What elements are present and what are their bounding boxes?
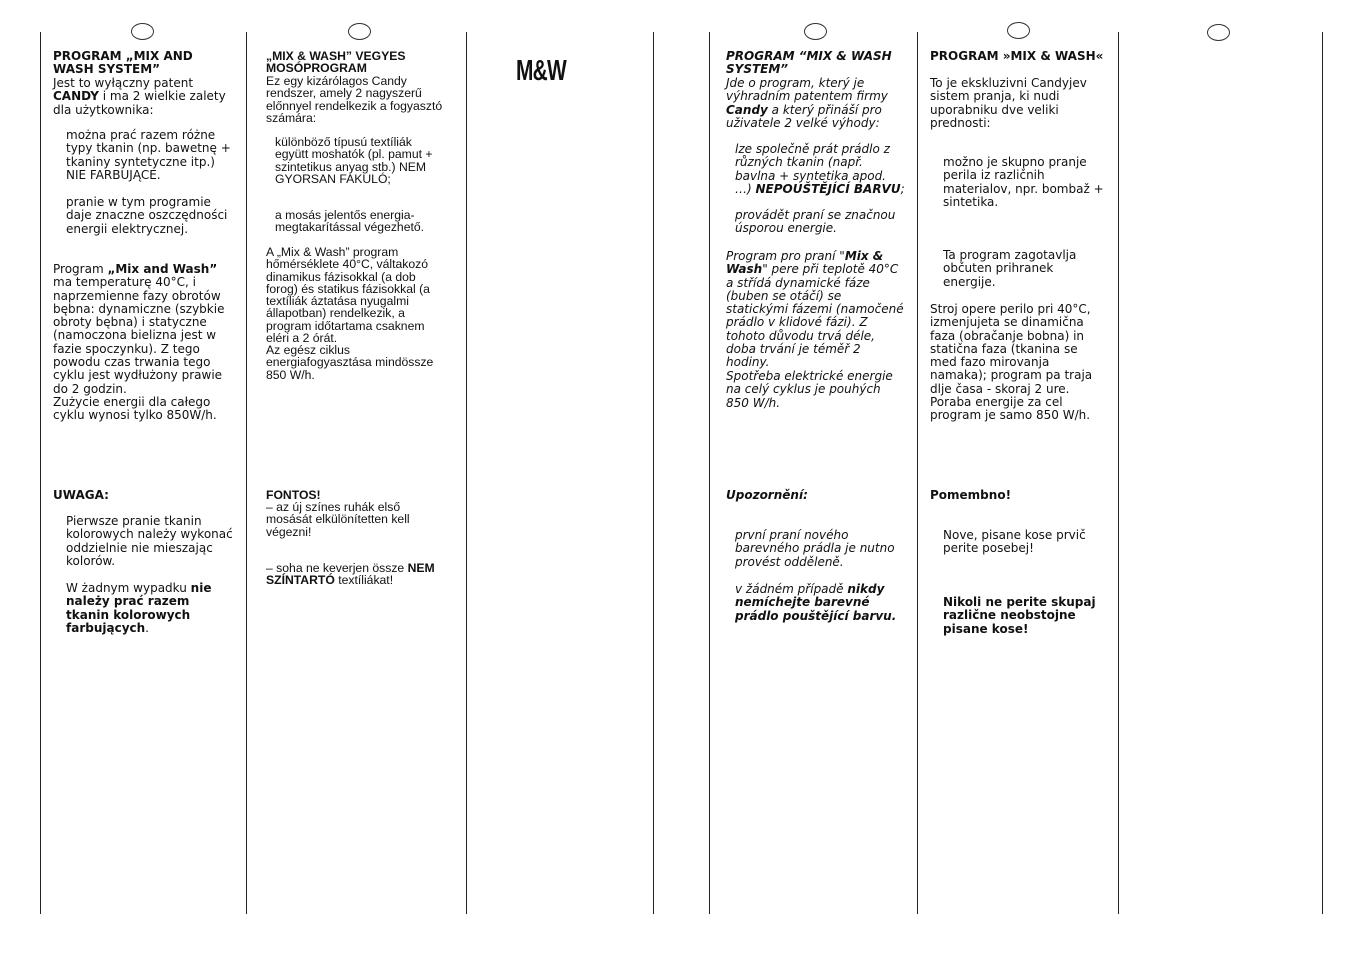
column-divider [709, 32, 710, 914]
column-slovenian [930, 50, 1106, 650]
language-oval-pl [131, 23, 154, 40]
hu-warning-title: FONTOS! [266, 488, 321, 502]
sl-bullet-1: možno je skupno pranje perila iz različnih materialov, npr. bombaž + sintetika. [943, 155, 1104, 209]
pl-description: Program „Mix and Wash” ma temperaturę 40°C, i naprzemienne fazy obrotów bębna: dynamiczne (szybkie obroty bębna) i statyczne (namoczona bielizna jest w fazie spoczynku). Z tego powodu czas trwania tego cyklu jest wydłużony prawie do 2 godzin. [53, 262, 225, 396]
pl-warning-1: Pierwsze pranie tkanin kolorowych należy wykonać oddzielnie nie mieszając kolorów. [66, 514, 233, 568]
hu-intro: Ez egy kizárólagos Candy rendszer, amely 2 nagyszerű előnnyel rendelkezik a fogyasztó számára: [266, 74, 443, 125]
hu-warning-2: – soha ne keverjen össze NEM SZÍNTARTÓ textíliákat! [266, 561, 435, 588]
cz-bullet-1: lze společně prát prádlo z různých tkanin (např. bavlna + syntetika apod. …) NEPOUŠTĚJÍCÍ BARVU; [735, 142, 905, 196]
language-oval-hu [348, 23, 371, 40]
pl-warning-title: UWAGA: [53, 488, 109, 502]
hu-description: A „Mix & Wash” program hőmérséklete 40°C, váltakozó dinamikus fázisokkal (a dob forog) és statikus fázisokkal (a textíliák áztatása nyugalmi állapotban) rendelkezik, a program időtartama csaknem eléri a 2 órát. [266, 245, 430, 346]
mix-wash-logo: M&W [516, 55, 567, 87]
pl-bullet-1: można prać razem różne typy tkanin (np. bawetnę + tkaniny syntetyczne itp.) NIE FARBUJĄCE. [66, 128, 231, 182]
pl-intro: Jest to wyłączny patent CANDY i ma 2 wielkie zalety dla użytkownika: [53, 76, 226, 117]
language-oval-cz [804, 23, 827, 40]
sl-bullet-2: Ta program zagotavlja občuten prihranek energije. [943, 248, 1077, 289]
pl-warning-2: W żadnym wypadku nie należy prać razem tkanin kolorowych farbujących. [66, 581, 212, 635]
sl-warning-title: Pomembno! [930, 488, 1012, 502]
sl-warning-1: Nove, pisane kose prvič perite posebej! [943, 528, 1086, 556]
sl-title: PROGRAM »MIX & WASH« [930, 49, 1104, 63]
cz-energy: Spotřeba elektrické energie na celý cyklus je pouhých 850 W/h. [726, 369, 893, 410]
hu-bullet-1: különböző típusú textíliák együtt moshatók (pl. pamut + szintetikus anyag stb.) NEM GYORSAN FAKULÓ; [275, 135, 433, 186]
column-czech [726, 50, 906, 630]
column-divider [40, 32, 41, 914]
column-divider [246, 32, 247, 914]
hu-energy: Az egész ciklus energiafogyasztása mindössze 850 W/h. [266, 343, 434, 382]
cz-warning-1: první praní nového barevného prádla je nutno provést odděleně. [735, 528, 895, 569]
column-divider [466, 32, 467, 914]
sl-intro: To je ekskluzivni Candyjev sistem pranja, ki nudi uporabniku dve veliki prednosti: [930, 76, 1087, 130]
cz-title: PROGRAM “MIX & WASH SYSTEM” [726, 49, 892, 77]
cz-warning-title: Upozornění: [726, 488, 808, 502]
cz-description: Program pro praní "Mix & Wash" pere při teplotě 40°C a střídá dynamické fáze (buben se otáčí) se statickými fázemi (namočené prádlo v klidové fázi). Z tohoto důvodu trvá déle, doba trvání je téměř 2 hodiny. [726, 249, 904, 370]
column-divider [917, 32, 918, 914]
language-oval-sl [1007, 22, 1030, 39]
sl-warning-2: Nikoli ne perite skupaj različne neobstojne pisane kose! [943, 595, 1096, 636]
hu-warning-1: – az új színes ruhák első mosását elkülönítetten kell végezni! [266, 500, 410, 539]
column-polish [53, 50, 235, 670]
column-divider [1322, 32, 1323, 914]
column-divider [1118, 32, 1119, 914]
column-divider [653, 32, 654, 914]
cz-bullet-2: provádět praní se značnou úsporou energie. [735, 208, 896, 236]
cz-warning-2: v žádném případě nikdy nemíchejte barevné prádlo pouštějící barvu. [735, 582, 897, 623]
pl-title: PROGRAM „MIX AND WASH SYSTEM” [53, 49, 193, 77]
hu-bullet-2: a mosás jelentős energia-megtakarítással végezhető. [275, 208, 425, 235]
cz-intro: Jde o program, který je výhradním patentem firmy Candy a který přináší pro uživatele 2 velké výhody: [726, 76, 888, 130]
pl-bullet-2: pranie w tym programie daje znaczne oszczędności energii elektrycznej. [66, 195, 228, 236]
sl-description: Stroj opere perilo pri 40°C, izmenjujeta se dinamična faza (obračanje bobna) in statična faza (tkanina se med fazo mirovanja namaka); program pa traja dlje časa - skoraj 2 ure. Poraba energije za cel program je samo 850 W/h. [930, 302, 1093, 423]
hu-title: „MIX & WASH” VEGYES MOSÓPROGRAM [266, 49, 406, 76]
column-hungarian [266, 50, 448, 610]
pl-energy: Zużycie energii dla całego cyklu wynosi tylko 850W/h. [53, 395, 217, 423]
language-oval-extra [1207, 24, 1230, 41]
